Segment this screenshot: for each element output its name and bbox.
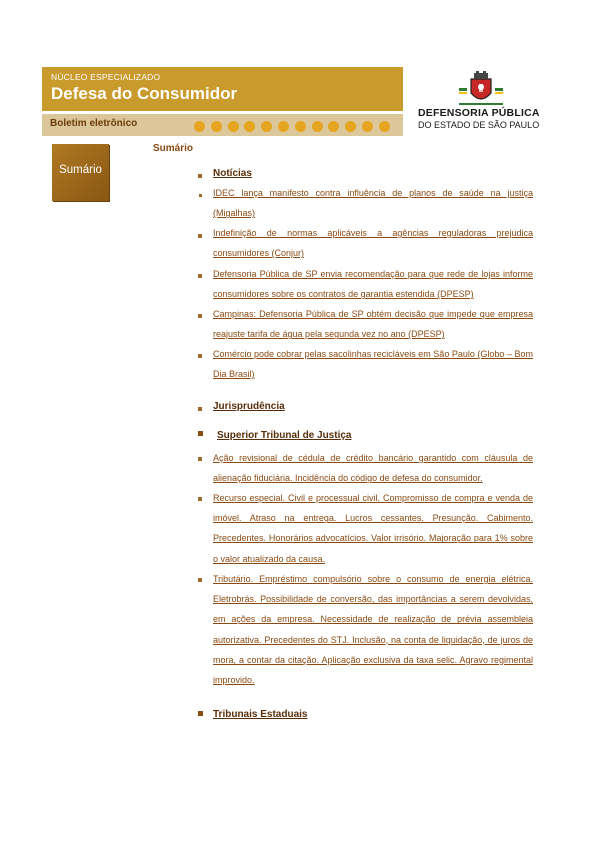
- section-noticias[interactable]: Notícias: [213, 168, 252, 179]
- subtitle-label: Boletim eletrônico: [50, 118, 138, 129]
- dot-icon: [261, 121, 272, 132]
- decorative-dots: [194, 119, 396, 137]
- logo-state: DO ESTADO DE SÃO PAULO: [418, 120, 540, 130]
- dot-icon: [328, 121, 339, 132]
- bullet-icon: [198, 497, 202, 501]
- news-link[interactable]: Campinas: Defensoria Pública de SP obtém decisão que impede que empresa reajuste tarifa de água pela segunda vez no ano (DPESP): [213, 309, 533, 340]
- bullet-icon: [198, 314, 202, 318]
- dot-icon: [228, 121, 239, 132]
- bullet-icon: [198, 457, 202, 461]
- bullet-icon: [198, 274, 202, 278]
- logo-name: DEFENSORIA PÚBLICA: [418, 107, 540, 119]
- bullet-icon: [198, 174, 202, 178]
- section-stj[interactable]: Superior Tribunal de Justiça: [217, 430, 352, 441]
- case-link[interactable]: Tributário. Empréstimo compulsório sobre o consumo de energia elétrica. Eletrobrás. Possibilidade de conversão, das importâncias a serem devolvidas, em ações da empresa. Necessidade de realização de prévia assembleia autorizativa. Precedentes do STJ. Inclusão, na conta de liquidação, de juros de mora, a contar da citação. Aplicação exclusiva da taxa selic. Agravo regimental improvido.: [213, 574, 533, 686]
- bullet-icon: [198, 407, 202, 411]
- dot-icon: [278, 121, 289, 132]
- section-jurisprudencia[interactable]: Jurisprudência: [213, 401, 285, 412]
- case-link[interactable]: Ação revisional de cédula de crédito bancário garantido com cláusula de alienação fiduciária. Incidência do código de defesa do consumidor.: [213, 453, 533, 484]
- news-link[interactable]: Comércio pode cobrar pelas sacolinhas recicláveis em São Paulo (Globo – Bom Dia Brasil): [213, 349, 533, 380]
- dot-icon: [345, 121, 356, 132]
- dot-icon: [211, 121, 222, 132]
- header-title: Defesa do Consumidor: [51, 84, 238, 103]
- subtitle-bar: [42, 114, 403, 136]
- dot-icon: [295, 121, 306, 132]
- summary-heading: Sumário: [153, 143, 194, 154]
- coat-of-arms-icon: [459, 71, 503, 107]
- dot-icon: [244, 121, 255, 132]
- news-link[interactable]: Defensoria Pública de SP envia recomendação para que rede de lojas informe consumidores sobre os contratos de garantia estendida (DPESP): [213, 269, 533, 300]
- header-banner: [42, 67, 403, 111]
- summary-badge[interactable]: [52, 144, 109, 201]
- news-link[interactable]: Indefinição de normas aplicáveis a agências reguladoras prejudica consumidores (Conjur): [213, 228, 533, 259]
- bullet-icon: [198, 234, 202, 238]
- news-link[interactable]: IDEC lança manifesto contra influência de planos de saúde na justiça (Migalhas): [213, 188, 533, 219]
- dot-icon: [362, 121, 373, 132]
- dot-icon: [312, 121, 323, 132]
- bullet-icon: [199, 194, 202, 197]
- case-link[interactable]: Recurso especial. Civil e processual civil. Compromisso de compra e venda de imóvel. Atraso na entrega. Lucros cessantes. Presunção. Cabimento. Precedentes. Honorários advocatícios. Valor irrisório. Majoração para 1% sobre o valor atualizado da causa.: [213, 493, 533, 564]
- dot-icon: [194, 121, 205, 132]
- bullet-icon: [198, 354, 202, 358]
- bullet-icon: [198, 711, 203, 716]
- dot-icon: [379, 121, 390, 132]
- header-overline: NÚCLEO ESPECIALIZADO: [51, 72, 161, 82]
- bullet-icon: [198, 578, 202, 582]
- summary-badge-label: Sumário: [59, 164, 102, 176]
- section-tribunais-estaduais[interactable]: Tribunais Estaduais: [213, 709, 308, 720]
- bullet-icon: [198, 431, 203, 436]
